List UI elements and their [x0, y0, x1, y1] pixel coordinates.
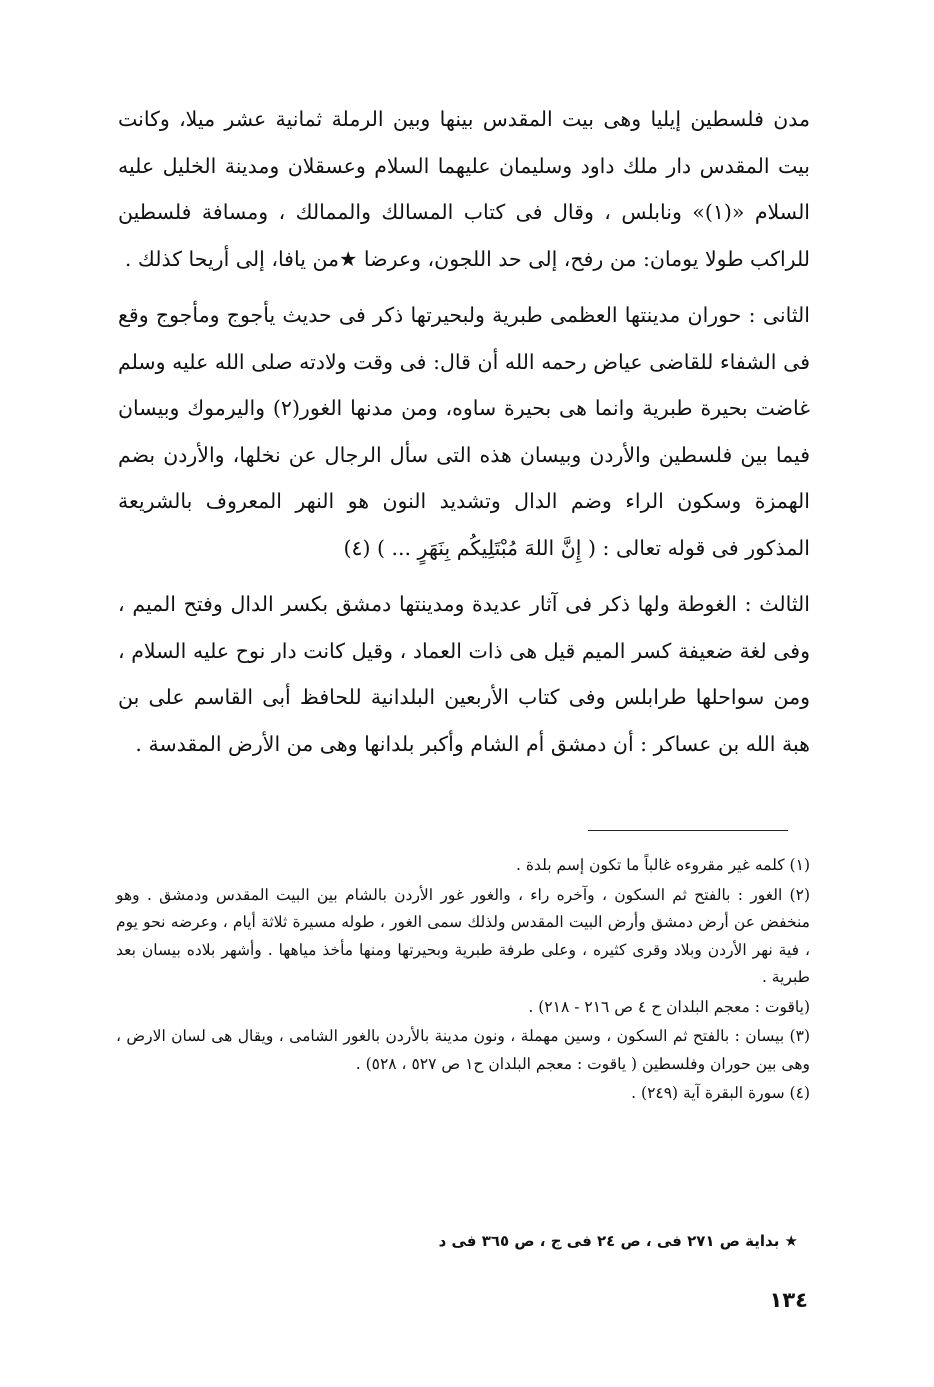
paragraph-palestine-cities: مدن فلسطين إيليا وهى بيت المقدس بينها وبين الرملة ثمانية عشر ميلا، وكانت بيت المقدس دار ملك داود وسليمان عليهما السلام وعسقلان ومدينة الخليل عليه السلام «(١)» ونابلس ، وقال فى كتاب المسالك والممالك ، ومسافة فلسطين للراكب طولا يومان: من رفح، إلى حد اللجون، وعرضا ★من يافا، إلى أريحا كذلك .: [118, 107, 811, 271]
main-text: [118, 96, 810, 777]
footnote-2-source: (ياقوت : معجم البلدان ح ٤ ص ٢١٦ - ٢١٨) .: [528, 997, 810, 1016]
footnote-2: (٢) الغور : بالفتح ثم السكون ، وآخره راء ، والغور غور الأردن بالشام بين البيت المقدس ودمشق . وهو منخفض عن أرض دمشق وأرض البيت المقدس ولذلك سمى الغور ، طوله مسيرة ثلاثة أيام ، وعرضه نحو يوم ، فية نهر الأردن وبلاد وقرى كثيره ، وعلى طرفة طبرية وبحيرتها ومنها مأخذ مياهها . وأشهر بلاده بيسان بعد طبرية .: [116, 885, 810, 986]
manuscript-page-marker-note: ★ بداية ص ٢٧١ فى ، ص ٢٤ فى ج ، ص ٣٦٥ فى د: [438, 1232, 798, 1250]
footnote-1: (١) كلمه غير مقروءه غالباً ما تكون إسم بلدة .: [516, 856, 810, 874]
paragraph-ghouta: الثالث : الغوطة ولها ذكر فى آثار عديدة ومدينتها دمشق بكسر الدال وفتح الميم ، وفى لغة ضعيفة كسر الميم قيل هى ذات العماد ، وقيل كانت دار نوح عليه السلام ، ومن سواحلها طرابلس وفى كتاب الأربعين البلدانية للحافظ أبى القاسم على بن هبة الله بن عساكر : أن دمشق أم الشام وأكبر بلدانها وهى من الأرض المقدسة .: [118, 592, 810, 756]
footnotes: [116, 852, 810, 1110]
footnote-4: (٤) سورة البقرة آية (٢٤٩) .: [631, 1084, 810, 1102]
paragraph-hauran: الثانى : حوران مدينتها العظمى طبرية ولبحيرتها ذكر فى حديث يأجوج ومأجوج وقع فى الشفاء للقاضى عياض رحمه الله أن قال: فى وقت ولادته صلى الله عليه وسلم غاضت بحيرة طبرية وانما هى بحيرة ساوه، ومن مدنها الغور(٢) واليرموك وبيسان فيما بين فلسطين والأردن وبيسان هذه التى سأل الرجال عن نخلها، والأردن بضم الهمزة وسكون الراء وضم الدال وتشديد النون هو النهر المعروف بالشريعة المذكور فى قوله تعالى : ( إِنَّ اللهَ مُبْتَلِيكُم بِنَهَرٍ ... ) (٤): [118, 303, 811, 560]
footnote-divider: [588, 830, 788, 831]
footnote-3: (٣) بيسان : بالفتح ثم السكون ، وسين مهملة ، ونون مدينة بالأردن بالغور الشامى ، ويقال هى لسان الارض ، وهى بين حوران وفلسطين ( ياقوت : معجم البلدان ح١ ص ٥٢٧ ، ٥٢٨) .: [116, 1027, 810, 1073]
page-number: ١٣٤: [769, 1288, 808, 1312]
